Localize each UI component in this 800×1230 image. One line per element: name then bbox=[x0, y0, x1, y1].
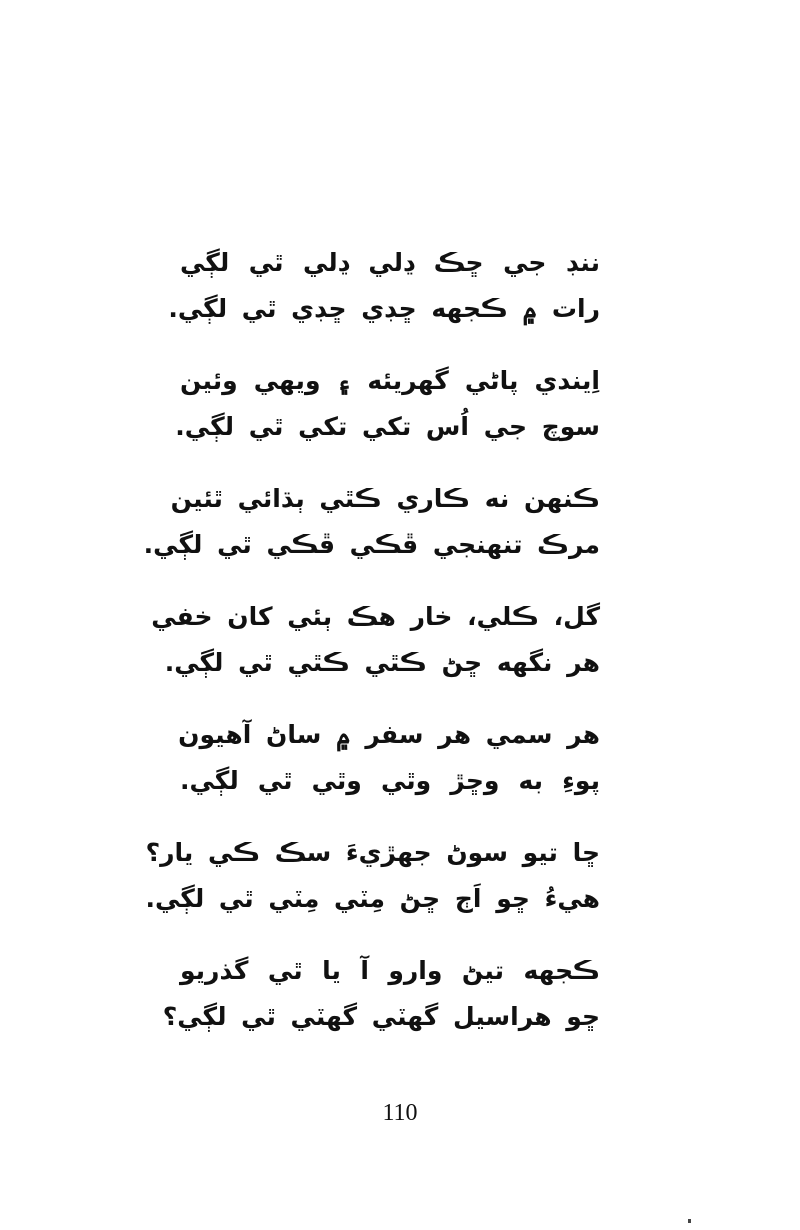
stanza bbox=[145, 830, 600, 948]
verse-line: ننڊ جي ڇڪ ڍلي ڍلي ٿي لڳي bbox=[180, 248, 600, 277]
stanza bbox=[162, 948, 600, 1066]
stanza bbox=[168, 240, 600, 358]
stanza bbox=[180, 712, 600, 830]
scan-speck bbox=[688, 1219, 691, 1223]
verse-line: اِيندي پاڻي گهريئه ۽ ويهي وئين bbox=[180, 366, 600, 395]
verse-line: رات ۾ ڪجهه ڇڊي ڇڊي ٿي لڳي. bbox=[168, 294, 600, 323]
page-number: 110 bbox=[382, 1100, 418, 1126]
verse-line: ڪنهن نه ڪاري ڪٿي ٻڌائي ٿئين bbox=[170, 484, 600, 513]
verse-line: ڇو هراسيل گهٽي گهٽي ٿي لڳي؟ bbox=[162, 1002, 600, 1031]
verse-line: هر سمي هر سفر ۾ ساڻ آهيون bbox=[178, 720, 600, 749]
verse-line: پوءِ به وڇڙ وٿي وٿي ٿي لڳي. bbox=[180, 766, 600, 795]
poem bbox=[143, 240, 600, 1066]
verse-line: ڪجهه تيڻ وارو آ يا ٿي گذريو bbox=[180, 956, 600, 985]
verse-line: هر نگهه ڇڻ ڪٿي ڪٿي ٿي لڳي. bbox=[164, 648, 600, 677]
verse-line: هيءُ ڇو اَڄ ڇڻ مِٽي مِٽي ٿي لڳي. bbox=[145, 884, 600, 913]
verse-line: سوچ جي اُس تکي تکي ٿي لڳي. bbox=[175, 412, 600, 441]
stanza bbox=[151, 594, 600, 712]
stanza bbox=[175, 358, 600, 476]
verse-line: مرڪ تنهنجي ڦڪي ڦڪي ٿي لڳي. bbox=[143, 530, 600, 559]
verse-line: گل، ڪلي، خار هڪ ٻئي کان خفي bbox=[151, 602, 600, 631]
stanza bbox=[143, 476, 600, 594]
verse-line: ڇا تيو سوڻ جهڙيءَ سڪ ڪي يار؟ bbox=[145, 838, 600, 867]
